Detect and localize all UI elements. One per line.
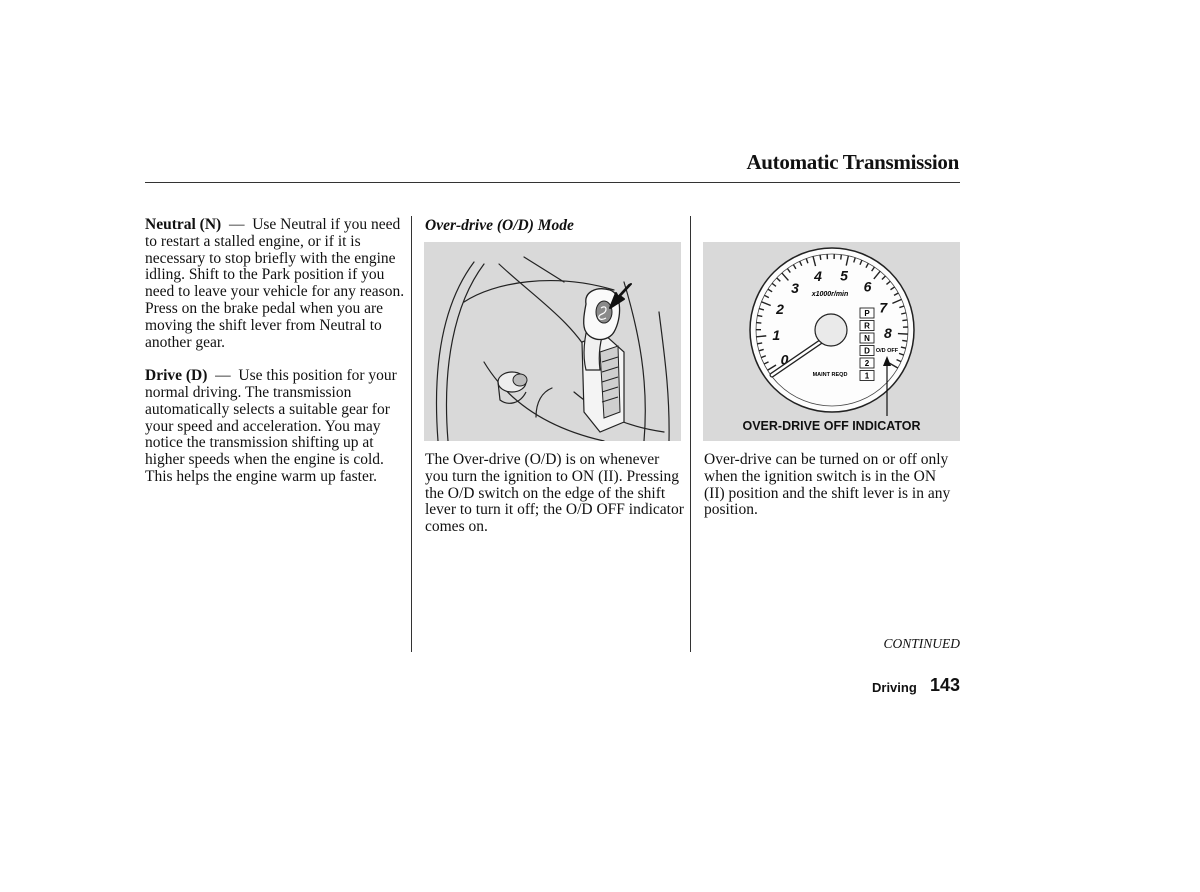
gauge-minor-tick — [902, 340, 907, 341]
page-number: 143 — [930, 675, 961, 695]
column-left — [145, 217, 407, 486]
gear-indicator-label: R — [864, 321, 870, 331]
gear-indicator-label: N — [864, 334, 870, 344]
drive-text: Use this position for your normal driving. The transmission automatically selects a suitable gear for your speed and acceleration. You may notice the transmission shifting up at higher speeds when the engine is cold. This helps the engine warm up faster. — [145, 367, 397, 485]
gauge-minor-tick — [820, 255, 821, 260]
gauge-illustration — [703, 242, 960, 441]
page-title: Automatic Transmission — [746, 150, 959, 174]
gauge-number: 0 — [780, 351, 789, 368]
neutral-label: Neutral (N) — [145, 216, 222, 233]
gauge-number: 2 — [776, 301, 784, 318]
gauge-number: 6 — [863, 278, 872, 295]
gauge-major-tick — [756, 336, 766, 337]
maint-reqd-label: MAINT REQD — [812, 372, 848, 378]
neutral-dash: — — [228, 216, 245, 233]
gauge-number: 8 — [884, 325, 892, 342]
drive-paragraph — [145, 368, 407, 486]
header-rule — [145, 182, 960, 183]
column-divider — [411, 216, 412, 652]
footer-section-name: Driving — [872, 680, 917, 695]
neutral-text: Use Neutral if you need to restart a stalled engine, or if it is necessary to stop briefly with the engine idling. Shift to the Park position if you need to leave your vehicle for any reason. Press on the brake pedal when you are moving the shift lever from Neutral to another gear. — [145, 216, 405, 351]
gear-indicator-label: 2 — [864, 359, 870, 369]
shift-lever-drawing — [424, 242, 681, 441]
gauge-number: 4 — [814, 267, 822, 284]
od-off-label: O/D OFF — [875, 348, 899, 354]
gauge-minor-tick — [841, 255, 842, 260]
continued-label: CONTINUED — [883, 636, 960, 651]
gear-indicator-label: 1 — [864, 371, 870, 381]
gauge-minor-tick — [757, 343, 762, 344]
figure-caption: OVER-DRIVE OFF INDICATOR — [742, 419, 921, 433]
gear-indicator-label: P — [864, 309, 870, 319]
overdrive-body: The Over-drive (O/D) is on whenever you turn the ignition to ON (II). Pressing the O/D switch on the edge of the shift lever to turn it off; the O/D OFF indicator comes on. — [425, 451, 684, 536]
shift-lever-illustration — [424, 242, 681, 441]
gauge-unit: x1000r/min — [811, 291, 849, 298]
tachometer-drawing — [703, 242, 960, 441]
gauge-number: 3 — [791, 279, 799, 296]
gauge-number: 1 — [772, 326, 781, 343]
drive-dash: — — [215, 367, 231, 385]
drive-label: Drive (D) — [145, 367, 208, 385]
column-divider — [690, 216, 691, 652]
gear-indicator-label: D — [864, 346, 870, 356]
gauge-number: 7 — [879, 299, 888, 316]
gauge-major-tick — [898, 334, 908, 335]
gauge-minor-tick — [902, 320, 907, 321]
neutral-paragraph — [145, 217, 407, 351]
gauge-number: 5 — [840, 267, 848, 284]
overdrive-heading: Over-drive (O/D) Mode — [425, 217, 574, 234]
gauge-minor-tick — [757, 315, 762, 316]
overdrive-toggle-body: Over-drive can be turned on or off only when the ignition switch is in the ON (II) position and the shift lever is in any position. — [704, 451, 951, 519]
